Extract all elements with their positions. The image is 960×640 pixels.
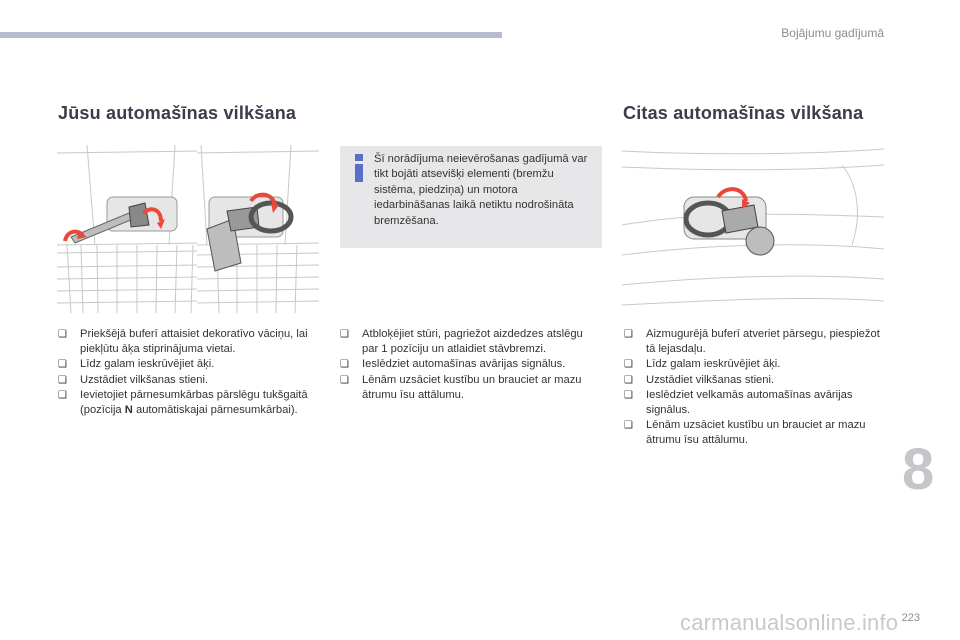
list-item: ❑ Līdz galam ieskrūvējiet āķi. [58,357,326,372]
bullet-marker-icon: ❑ [340,359,349,371]
bullet-marker-icon: ❑ [58,389,67,401]
bullet-marker-icon: ❑ [624,359,633,371]
list-item: ❑ Lēnām uzsāciet kustību un brauciet ar mazu ātrumu īsu attālumu. [340,373,582,401]
info-icon [352,154,366,182]
list-item: ❑ Ievietojiet pārnesumkārbas pārslēgu tukšgaitā (pozīcija N automātiskajai pārnesumkārbai). [58,388,308,417]
rear-bumper-tow-hook-illustration [622,145,884,317]
page-number: 223 [901,612,920,624]
title-other-vehicle-towing: Citas automašīnas vilkšana [623,103,864,123]
bullet-marker-icon: ❑ [58,329,67,340]
list-item: ❑ Atbloķējiet stūri, pagriežot aizdedzes atslēgu par 1 pozīciju un atlaidiet stāvbremzi. [340,328,583,356]
header-bar [0,32,502,38]
bullet-marker-icon: ❑ [624,329,633,340]
list-item: ❑ Ieslēdziet velkamās automašīnas avārijas signālus. [624,388,853,417]
header-section-title: Bojājumu gadījumā [781,26,884,40]
list-item: ❑ Uzstādiet vilkšanas stieni. [624,373,884,388]
list-item: ❑ Līdz galam ieskrūvējiet āķi. [624,357,884,372]
bullet-marker-icon: ❑ [58,359,67,371]
front-bumper-cover-illustration [57,145,201,315]
list-item: ❑ Priekšējā buferī attaisiet dekoratīvo vāciņu, lai piekļūtu āķa stiprinājuma vietai. [58,328,308,356]
bullet-marker-icon: ❑ [340,374,349,386]
tow-hook-installation-illustration [197,145,319,315]
bullet-marker-icon: ❑ [624,389,633,401]
bullet-marker-icon: ❑ [624,420,633,432]
bullet-marker-icon: ❑ [58,374,67,386]
list-item: ❑ Lēnām uzsāciet kustību un brauciet ar mazu ātrumu īsu attālumu. [624,419,866,447]
title-own-vehicle-towing: Jūsu automašīnas vilkšana [58,103,297,123]
bullet-marker-icon: ❑ [624,374,633,386]
other-vehicle-steps-list [624,327,884,449]
list-item: ❑ Ieslēdziet automašīnas avārijas signālus. [340,357,602,372]
list-item: ❑ Uzstādiet vilkšanas stieni. [58,373,326,388]
chapter-number: 8 [902,437,935,502]
bullet-marker-icon: ❑ [340,329,349,340]
watermark-text: carmanualsonline.info [680,610,899,635]
warning-text: Šī norādījuma neievērošanas gadījumā var tikt bojāti atsevišķi elementi (bremžu sistēma, piedziņa) un motora iedarbināšanas laikā netiktu nodrošināta bremzēšana. [374,153,588,227]
own-vehicle-steps-list [58,327,326,418]
towing-steps-list [340,327,602,403]
list-item: ❑ Aizmugurējā buferī atveriet pārsegu, piespiežot tā lejasdaļu. [624,328,880,356]
warning-info-box [340,146,602,248]
